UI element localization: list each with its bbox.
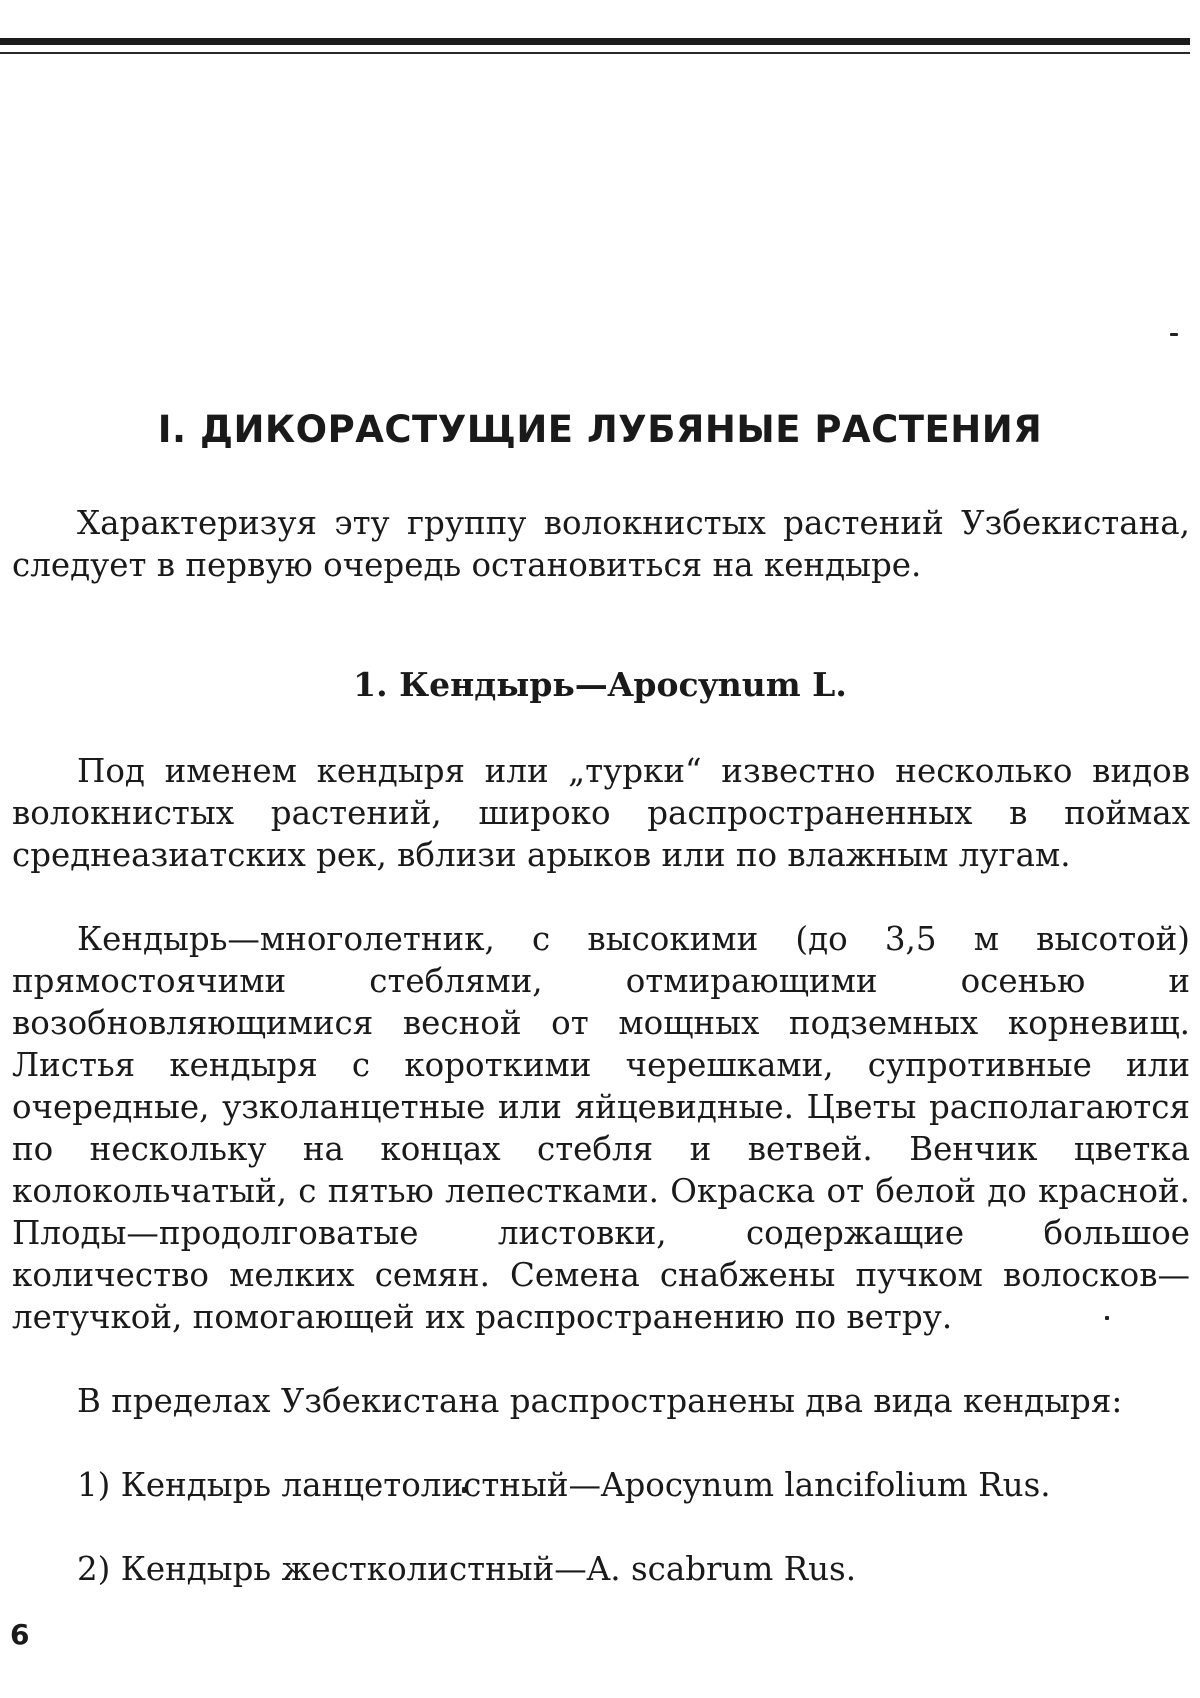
top-rule-thin bbox=[0, 52, 1190, 54]
top-rule bbox=[0, 38, 1190, 45]
page-number: 6 bbox=[10, 1618, 30, 1651]
intro-paragraph: Характеризуя эту группу волокнистых растений Узбекистана, следует в первую очередь остановиться на кендыре. bbox=[12, 504, 1190, 584]
print-speck bbox=[1170, 333, 1178, 336]
chapter-title: I. ДИКОРАСТУЩИЕ ЛУБЯНЫЕ РАСТЕНИЯ bbox=[157, 408, 1043, 451]
species-item-2: 2) Кендырь жестколистный—A. scabrum Rus. bbox=[77, 1550, 857, 1588]
section-title: 1. Кендырь—Apocynum L. bbox=[353, 665, 847, 704]
species-item-1: 1) Кендырь ланцетолистный—Apocynum lancifolium Rus. bbox=[77, 1466, 1051, 1504]
paragraph-2: Кендырь—многолетник, с высокими (до 3,5 м высотой) прямостоячими стеблями, отмирающими осенью и возобновляющимися весной от мощных подземных корневищ. Листья кендыря с короткими черешками, супротивные или очередные, узколанцетные или яйцевидные. Цветы располагаются по нескольку на концах стебля и ветвей. Венчик цветка колокольчатый, с пятью лепестками. Окраска от белой до красной. Плоды—продолговатые листовки, содержащие большое количество мелких семян. Семена снабжены пучком волосков—летучкой, помогающей их распространению по ветру. bbox=[12, 920, 1190, 1336]
paragraph-3: В пределах Узбекистана распространены два вида кендыря: bbox=[77, 1382, 1123, 1420]
paragraph-1: Под именем кендыря или „турки“ известно несколько видов волокнистых растений, широко распространенных в поймах среднеазиатских рек, вблизи арыков или по влажным лугам. bbox=[12, 752, 1190, 874]
